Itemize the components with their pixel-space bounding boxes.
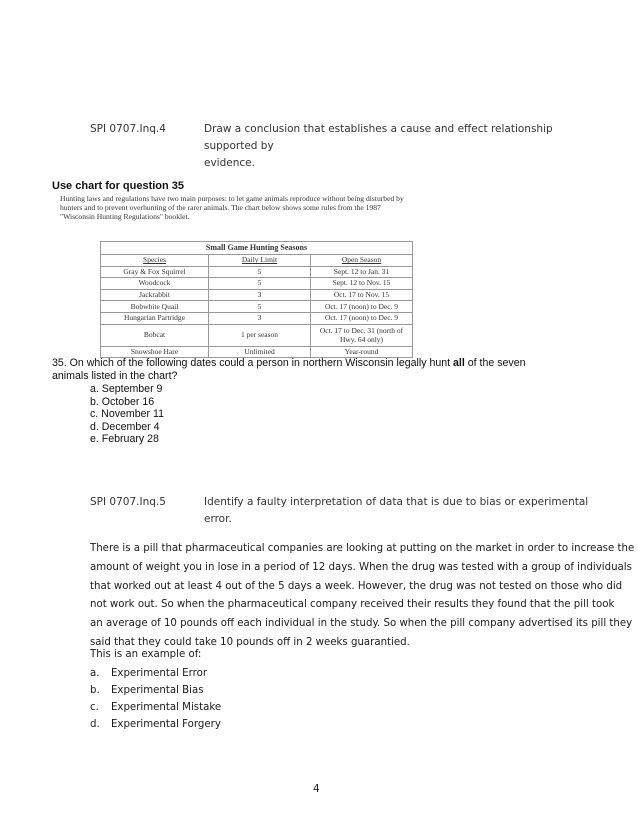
table-cell: Year-round [311, 346, 413, 358]
table-cell [311, 324, 413, 346]
hunting-seasons-table [100, 241, 413, 358]
table-row [101, 289, 413, 301]
table-header-daily-limit: Daily Limit [209, 255, 311, 267]
spi-code-1: SPI 0707.Inq.4 [90, 123, 166, 135]
table-cell: 1 per season [209, 324, 311, 346]
choice-list [90, 665, 221, 733]
table-cell: 5 [209, 278, 311, 290]
table-cell: Oct. 17 (noon) to Dec. 9 [311, 301, 413, 313]
answer-option[interactable]: e. February 28 [90, 433, 159, 445]
answer-option[interactable]: c. November 11 [90, 408, 164, 420]
spi-description-2: Identify a faulty interpretation of data that is due to bias or experimental error. [204, 496, 589, 525]
table-cell-line: Hwy. 64 only) [339, 335, 384, 345]
table-cell: 3 [209, 289, 311, 301]
answer-option[interactable]: d. December 4 [90, 420, 160, 433]
table-row [101, 346, 413, 358]
hunting-seasons-table-wrap [100, 241, 413, 358]
spi-description-1-line2: evidence. [204, 157, 255, 169]
choice-text: Experimental Bias [111, 685, 204, 696]
choice-text: Experimental Mistake [111, 702, 222, 713]
table-cell: Woodcock [101, 278, 209, 290]
table-cell: Oct. 17 to Nov. 15 [311, 289, 413, 301]
chart-heading: Use chart for question 35 [52, 180, 185, 192]
passage-line: not work out. So when the pharmaceutical company received their results they found that the pill took [90, 599, 615, 611]
spi-code-2: SPI 0707.Inq.5 [90, 496, 166, 508]
choice-item[interactable] [90, 682, 221, 699]
passage-line: said that they could take 10 pounds off in 2 weeks guarantied. [90, 636, 410, 648]
table-header-species: Species [101, 255, 209, 267]
table-cell: Snowshoe Hare [101, 346, 209, 358]
table-cell: Bobwhite Quail [101, 301, 209, 313]
passage-line: that worked out at least 4 out of the 5 days a week. However, the drug was not tested on those who did [90, 580, 623, 592]
chart-intro-line1: Hunting laws and regulations have two main purposes: to let game animals reproduce without being disturbed by [60, 194, 404, 203]
table-cell: 5 [209, 266, 311, 278]
passage-line: amount of weight you in lose in a period of 12 days. When the drug was tested with a group of individuals [90, 561, 632, 573]
choice-item[interactable] [90, 699, 221, 716]
table-header-open-season: Open Season [311, 255, 413, 267]
choice-text: Experimental Error [111, 668, 208, 679]
choice-text: Experimental Forgery [111, 719, 221, 730]
spi-description-1-line1: Draw a conclusion that establishes a cause and effect relationship supported by [204, 123, 553, 152]
choice-item[interactable] [90, 665, 221, 682]
question-35-line2: animals listed in the chart? [52, 369, 178, 382]
table-cell: 5 [209, 301, 311, 313]
choice-letter: d. [90, 719, 100, 730]
table-row [101, 312, 413, 324]
table-cell-line: Oct. 17 to Dec. 31 (north of [319, 325, 404, 335]
passage-line: an average of 10 pounds off each individual in the study. So when the pill company advertised its pill they [90, 618, 633, 630]
table-cell: Hungarian Partridge [101, 312, 209, 324]
passage-line: There is a pill that pharmaceutical companies are looking at putting on the market in order to increase the [90, 543, 635, 554]
table-cell: 3 [209, 312, 311, 324]
table-cell: Sept. 12 to Jan. 31 [311, 266, 413, 278]
table-cell: Unlimited [209, 346, 311, 358]
choice-item[interactable] [90, 716, 221, 733]
choice-letter: c. [90, 702, 99, 713]
spi-description-1 [204, 121, 604, 172]
chart-intro [60, 195, 460, 221]
question-35-bold-word: all [453, 357, 465, 369]
table-cell: Jackrabbit [101, 289, 209, 301]
table-row [101, 278, 413, 290]
choice-letter: a. [90, 668, 100, 679]
example-prompt: This is an example of: [90, 649, 202, 660]
table-cell: Oct. 17 (noon) to Dec. 9 [311, 312, 413, 324]
table-title: Small Game Hunting Seasons [101, 242, 413, 255]
table-row [101, 266, 413, 278]
table-row [101, 301, 413, 313]
question-35-text-pre: 35. On which of the following dates could a person in northern Wisconsin legally hunt [52, 357, 454, 369]
table-row [101, 324, 413, 346]
question-35 [52, 357, 612, 382]
page-number: 4 [313, 783, 320, 795]
pill-passage [90, 540, 635, 653]
question-35-text-post: of the seven [464, 357, 526, 369]
answer-option[interactable]: a. September 9 [90, 383, 163, 395]
chart-intro-line2: hunters and to prevent overhunting of the rarer animals. The chart below shows some rules from the 1987 [60, 202, 381, 212]
answer-option[interactable]: b. October 16 [90, 395, 155, 408]
table-cell: Gray & Fox Squirrel [101, 266, 209, 278]
question-35-line1 [52, 357, 612, 370]
table-cell: Bobcat [101, 324, 209, 346]
chart-intro-line3: "Wisconsin Hunting Regulations" booklet. [60, 211, 190, 221]
choice-letter: b. [90, 685, 100, 696]
question-35-options [90, 383, 164, 446]
table-cell: Sept. 12 to Nov. 15 [311, 278, 413, 290]
